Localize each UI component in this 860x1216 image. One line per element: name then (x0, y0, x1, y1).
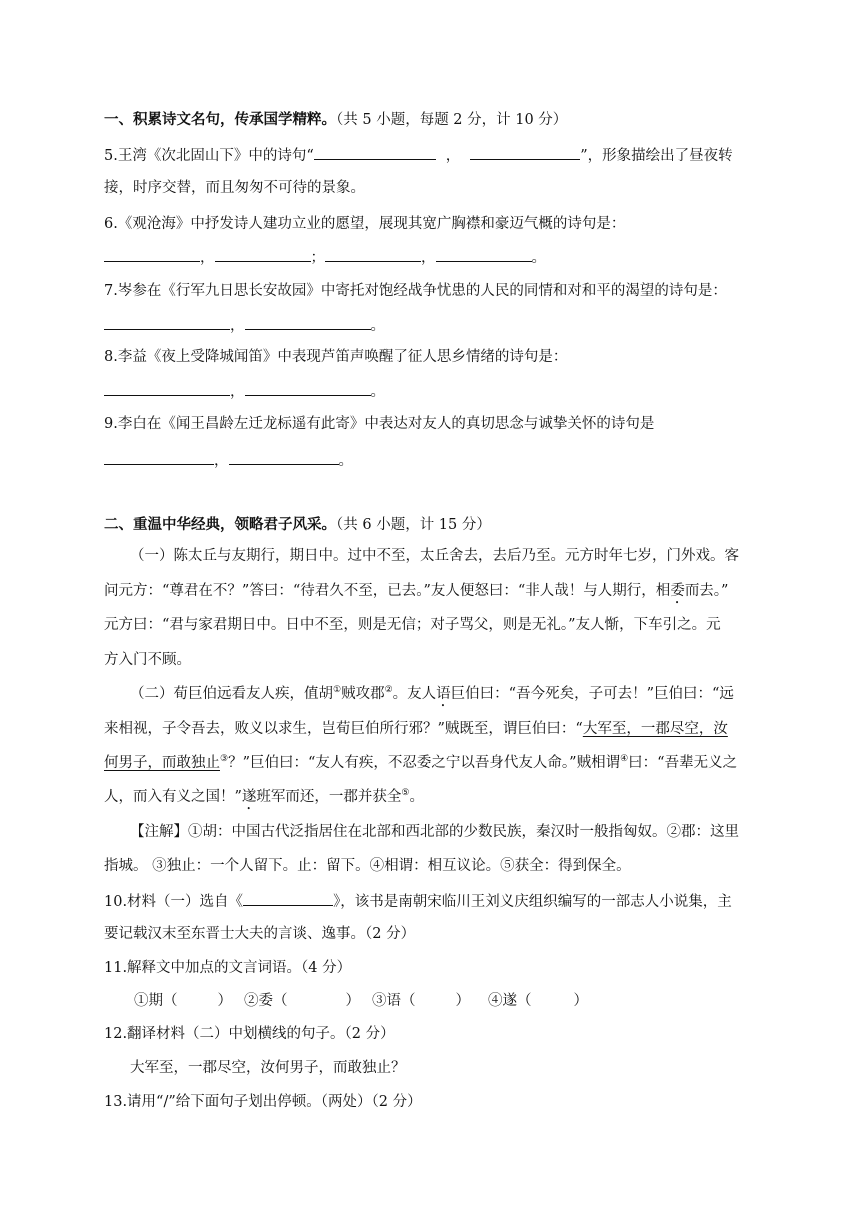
passage2-line2 (104, 719, 764, 739)
passage1-line4: 方入门不顾。 (104, 652, 191, 668)
q5-comma: ， (445, 148, 461, 164)
q7-comma: ， (230, 318, 245, 334)
q13-question: 13.请用“/”给下面句子划出停顿。（两处）（2 分） (104, 1094, 422, 1110)
passage2-line4-end: 。 (409, 789, 424, 805)
passage2-line4 (104, 787, 764, 813)
q8-question: 8.李益《夜上受降城闻笛》中表现芦笛声唤醒了征人思乡情绪的诗句是： (104, 349, 568, 365)
footnote-ref-3: ③ (220, 754, 229, 765)
q11-item-4-close: ） (573, 993, 588, 1009)
passage2-text-c: 。友人 (392, 686, 437, 702)
passage1-line1: （一）陈太丘与友期行，期日中。过中不至，太丘舍去，去后乃至。元方时年七岁，门外戏。客 (130, 548, 739, 564)
q11-item-1-label: ①期（ (134, 993, 178, 1009)
q10-line1 (104, 891, 764, 912)
q9-question: 9.李白在《闻王昌龄左迁龙标遥有此寄》中表达对友人的真切思念与诚挚关怀的诗句是 (104, 416, 655, 432)
passage1-line2-end: 而去。” (684, 583, 729, 599)
passage2-line4-text: 人，而入有义之国！” (104, 789, 242, 805)
section2-heading (104, 515, 764, 535)
q5-answer-blank-1[interactable] (314, 145, 436, 160)
q11-item-1-close: ） (217, 993, 232, 1009)
q10-answer-blank[interactable] (243, 891, 333, 906)
passage2-line2-text: 来相视，子令吾去，败义以求生，岂荀巨伯所行邪？”贼既至，谓巨伯曰：“ (104, 721, 583, 737)
q6-blanks (104, 247, 764, 268)
passage1-line2-text: 问元方：“尊君在不？”答曰：“待君久不至，已去。”友人便怒曰：“非人哉！与人期行，相 (104, 583, 671, 599)
q11-item-2-label: ②委（ (244, 993, 288, 1009)
q8-comma: ， (230, 384, 245, 400)
passage2-text-e: 巨伯曰：“吾今死矣，子可去！”巨伯曰：“远 (450, 686, 734, 702)
passage2-text-b: 贼攻郡 (341, 686, 385, 702)
passage1-line2 (104, 581, 764, 607)
q11-item-4-label: ④遂（ (488, 993, 532, 1009)
q6-answer-blank-3[interactable] (325, 247, 421, 262)
passage1-line3: 元方曰：“君与家君期日中。日中不至，则是无信；对子骂父，则是无礼。”友人惭，下车引之。元 (104, 617, 721, 633)
passage2-line3-text: ？”巨伯曰：“友人有疾，不忍委之宁以吾身代友人命。”贼相谓 (228, 755, 621, 771)
q8-answer-blank-2[interactable] (245, 381, 371, 396)
q6-comma-2: ， (421, 250, 436, 266)
annotation-line1: 【注解】①胡：中国古代泛指居住在北部和西北部的少数民族，秦汉时一般指匈奴。②郡：这里 (130, 824, 739, 840)
q7-answer-blank-1[interactable] (104, 315, 230, 330)
q10-suffix: 》，该书是南朝宋临川王刘义庆组织编写的一部志人小说集，主 (333, 894, 732, 910)
q6-answer-blank-1[interactable] (104, 247, 200, 262)
q11-answer-row (134, 991, 764, 1011)
q7-question: 7.岑参在《行军九日思长安故园》中寄托对饱经战争忧患的人民的同情和对和平的渴望的诗句是： (104, 283, 727, 299)
footnote-ref-4: ④ (620, 754, 629, 765)
q11-item-3-close: ） (455, 993, 470, 1009)
passage2-line3 (104, 753, 764, 773)
q7-period: 。 (370, 318, 385, 334)
q5-prefix: 5.王湾《次北固山下》中的诗句“ (104, 148, 314, 164)
underlined-sentence-part2: 何男子，而敢独止 (104, 755, 220, 771)
q12-question: 12.翻译材料（二）中划横线的句子。（2 分） (104, 1026, 395, 1042)
underlined-sentence-part1: 大军至，一郡尽空，汝 (582, 721, 728, 737)
passage2-line3-end: 曰：“吾辈无义之 (628, 755, 738, 771)
q9-answer-blank-2[interactable] (229, 450, 339, 465)
section1-heading (104, 110, 764, 130)
q12-sentence: 大军至，一郡尽空，汝何男子，而敢独止？ (130, 1060, 406, 1076)
q10-line2: 要记载汉末至东晋士大夫的言谈、逸事。（2 分） (104, 926, 416, 942)
q7-blanks (104, 315, 764, 336)
q10-prefix: 10.材料（一）选自《 (104, 894, 244, 910)
q11-item-2-close: ） (345, 993, 360, 1009)
q9-answer-blank-1[interactable] (104, 450, 214, 465)
q5-line2: 接，时序交替，而且匆匆不可待的景象。 (104, 180, 365, 196)
q11-item-3-label: ③语（ (372, 993, 416, 1009)
q5-suffix: ”，形象描绘出了昼夜转 (580, 148, 733, 164)
footnote-ref-1: ① (333, 685, 342, 696)
annotation-line2: 指城。 ③独止：一个人留下。止：留下。④相谓：相互议论。⑤获全：得到保全。 (104, 858, 631, 874)
footnote-ref-5: ⑤ (401, 788, 410, 799)
q6-question: 6.《观沧海》中抒发诗人建功立业的愿望，展现其宽广胸襟和豪迈气概的诗句是： (104, 216, 626, 232)
q11-question: 11.解释文中加点的文言词语。（4 分） (104, 960, 352, 976)
q9-period: 。 (338, 453, 353, 469)
dotted-word-wei: 委 (670, 583, 685, 599)
q8-blanks (104, 381, 764, 402)
q9-comma: ， (214, 453, 229, 469)
section1-title: 一、积累诗文名句，传承国学精粹。 (104, 111, 336, 128)
passage2-line4-mid: 班军而还，一郡并获全 (256, 789, 402, 805)
q6-answer-blank-4[interactable] (436, 247, 532, 262)
footnote-ref-2: ② (384, 685, 393, 696)
q6-comma-1: ， (200, 250, 215, 266)
section2-info: （共 6 小题，计 15 分） (336, 517, 491, 533)
q5-line1 (104, 145, 764, 166)
q6-answer-blank-2[interactable] (215, 247, 311, 262)
q5-answer-blank-2[interactable] (470, 145, 580, 160)
q6-period: 。 (531, 250, 546, 266)
passage2-text-a: （二）荀巨伯远看友人疾，值胡 (130, 686, 333, 702)
q6-semicolon: ； (310, 250, 325, 266)
q8-period: 。 (370, 384, 385, 400)
passage2-line1 (130, 684, 764, 710)
q7-answer-blank-2[interactable] (245, 315, 371, 330)
section1-info: （共 5 小题，每题 2 分，计 10 分） (336, 112, 568, 128)
dotted-word-yu: 语 (436, 686, 451, 702)
section2-title: 二、重温中华经典，领略君子风采。 (104, 516, 336, 533)
q9-blanks (104, 450, 764, 471)
dotted-word-sui: 遂 (241, 789, 257, 805)
q8-answer-blank-1[interactable] (104, 381, 230, 396)
